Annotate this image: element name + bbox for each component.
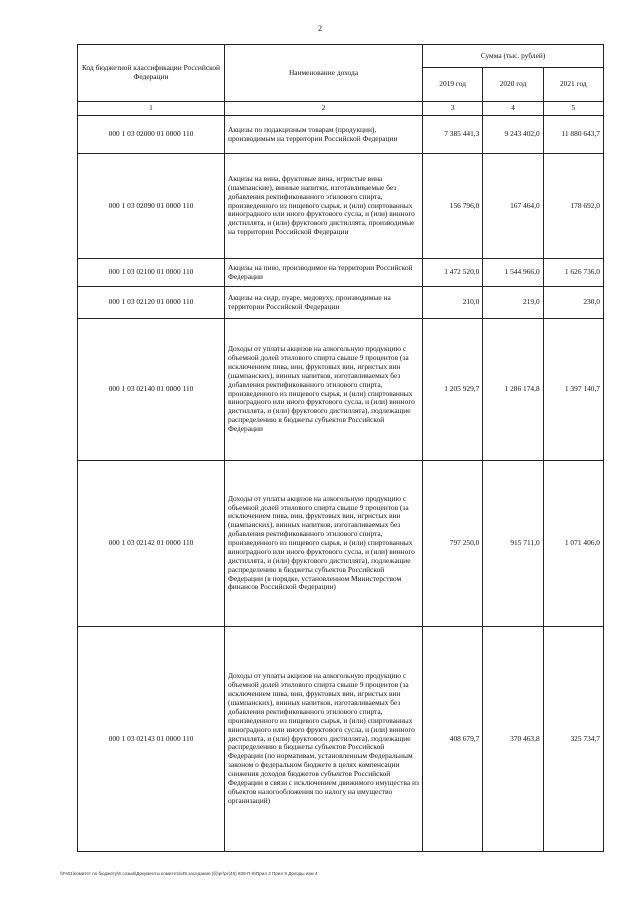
row-value-2021: 1 626 736,0 [543, 259, 603, 287]
table-row [78, 287, 604, 319]
col-number: 4 [483, 102, 543, 116]
row-name: Акцизы по подакцизным товарам (продукции), производимым на территории Российской Федерации [225, 116, 423, 154]
col-number: 5 [543, 102, 603, 116]
row-value-2020: 370 463,8 [483, 627, 543, 852]
row-code: 000 1 03 02140 01 0000 110 [78, 319, 225, 461]
row-code: 000 1 03 02142 01 0000 110 [78, 461, 225, 627]
col-number: 1 [78, 102, 225, 116]
row-code: 000 1 03 02090 01 0000 110 [78, 154, 225, 259]
column-number-row [78, 102, 604, 116]
row-value-2019: 210,0 [423, 287, 483, 319]
col-number: 3 [423, 102, 483, 116]
table-row [78, 319, 604, 461]
row-name: Доходы от уплаты акцизов на алкогольную продукцию с объемной долей этилового спирта свыше 9 процентов (за исключением пива, вин, фруктовых вин, игристых вин (шампанских), винных напитков, изготавливаемых без добавления ректификованного этилового спирта, произведенного из пищевого сырья, и (или) спиртованных виноградного или иного фруктового сусла, и (или) винного дистиллята, и (или) фруктового дистиллята), подлежащие распределению в бюджеты субъектов Российской Федерации [225, 319, 423, 461]
header-year-2020: 2020 год [483, 68, 543, 102]
row-value-2019: 1 472 520,0 [423, 259, 483, 287]
table-row [78, 627, 604, 852]
row-value-2020: 219,0 [483, 287, 543, 319]
row-name: Акцизы на пиво, производимое на территории Российской Федерации [225, 259, 423, 287]
row-value-2019: 7 385 441,3 [423, 116, 483, 154]
header-year-2021: 2021 год [543, 68, 603, 102]
row-value-2020: 915 711,0 [483, 461, 543, 627]
row-value-2020: 167 464,0 [483, 154, 543, 259]
table-row [78, 154, 604, 259]
header-name: Наименование дохода [225, 45, 423, 102]
row-code: 000 1 03 02120 01 0000 110 [78, 287, 225, 319]
row-name: Акцизы на вина, фруктовые вина, игристые вина (шампанские), винные напитки, изготавливаемые без добавления ректификованного этилового спирта, произведенного из пищевого сырья, и (или) спиртованных виноградного или иного фруктового сусла, и (или) винного дистиллята, и (или) фруктового дистиллята, производимые на территории Российской Федерации [225, 154, 423, 259]
table-row [78, 116, 604, 154]
table-row [78, 461, 604, 627]
row-code: 000 1 03 02100 01 0000 110 [78, 259, 225, 287]
row-value-2021: 325 734,7 [543, 627, 603, 852]
row-value-2019: 797 250,0 [423, 461, 483, 627]
row-value-2019: 1 205 929,7 [423, 319, 483, 461]
row-value-2020: 1 544 966,0 [483, 259, 543, 287]
footer-file-path: \\Fs01\комитет по бюджету\6 созыв\Документы комитета\45 заседание (б)\рг\рг(45) 838-П-6\Прил 3 Прил 9 Доходы изм 4 [60, 871, 318, 876]
row-value-2021: 1 397 140,7 [543, 319, 603, 461]
row-name: Доходы от уплаты акцизов на алкогольную продукцию с объемной долей этилового спирта свыше 9 процентов (за исключением пива, вин, фруктовых вин, игристых вин (шампанских), винных напитков, изготавливаемых без добавления ректификованного этилового спирта, произведенного из пищевого сырья, и (или) спиртованных виноградного или иного фруктового сусла, и (или) винного дистиллята, и (или) фруктового дистиллята), подлежащие распределению в бюджеты субъектов Российской Федерации (по нормативам, установленным Федеральным законом о федеральном бюджете в целях компенсации снижения доходов бюджетов субъектов Российской Федерации в связи с исключением движимого имущества из объектов налогообложения по налогу на имущество организаций) [225, 627, 423, 852]
page-number: 2 [318, 24, 322, 33]
row-value-2020: 9 243 402,0 [483, 116, 543, 154]
row-value-2021: 1 071 406,0 [543, 461, 603, 627]
table-row [78, 259, 604, 287]
row-code: 000 1 03 02000 01 0000 110 [78, 116, 225, 154]
row-value-2021: 11 880 643,7 [543, 116, 603, 154]
row-value-2020: 1 286 174,8 [483, 319, 543, 461]
row-value-2021: 178 692,0 [543, 154, 603, 259]
header-year-2019: 2019 год [423, 68, 483, 102]
row-code: 000 1 03 02143 01 0000 110 [78, 627, 225, 852]
header-code: Код бюджетной классификации Российской Федерации [78, 45, 225, 102]
row-value-2019: 408 679,7 [423, 627, 483, 852]
table-header-row [78, 45, 604, 68]
col-number: 2 [225, 102, 423, 116]
row-value-2021: 230,0 [543, 287, 603, 319]
row-name: Акцизы на сидр, пуаре, медовуху, производимые на территории Российской Федерации [225, 287, 423, 319]
header-sum: Сумма (тыс. рублей) [423, 45, 604, 68]
row-value-2019: 156 796,0 [423, 154, 483, 259]
revenue-table [77, 44, 604, 852]
row-name: Доходы от уплаты акцизов на алкогольную продукцию с объемной долей этилового спирта свыше 9 процентов (за исключением пива, вин, фруктовых вин, игристых вин (шампанских), винных напитков, изготавливаемых без добавления ректификованного этилового спирта, произведенного из пищевого сырья, и (или) спиртованных виноградного или иного фруктового сусла, и (или) винного дистиллята, и (или) фруктового дистиллята), подлежащие распределению в бюджеты субъектов Российской Федерации (в порядке, установленном Министерством финансов Российской Федерации) [225, 461, 423, 627]
